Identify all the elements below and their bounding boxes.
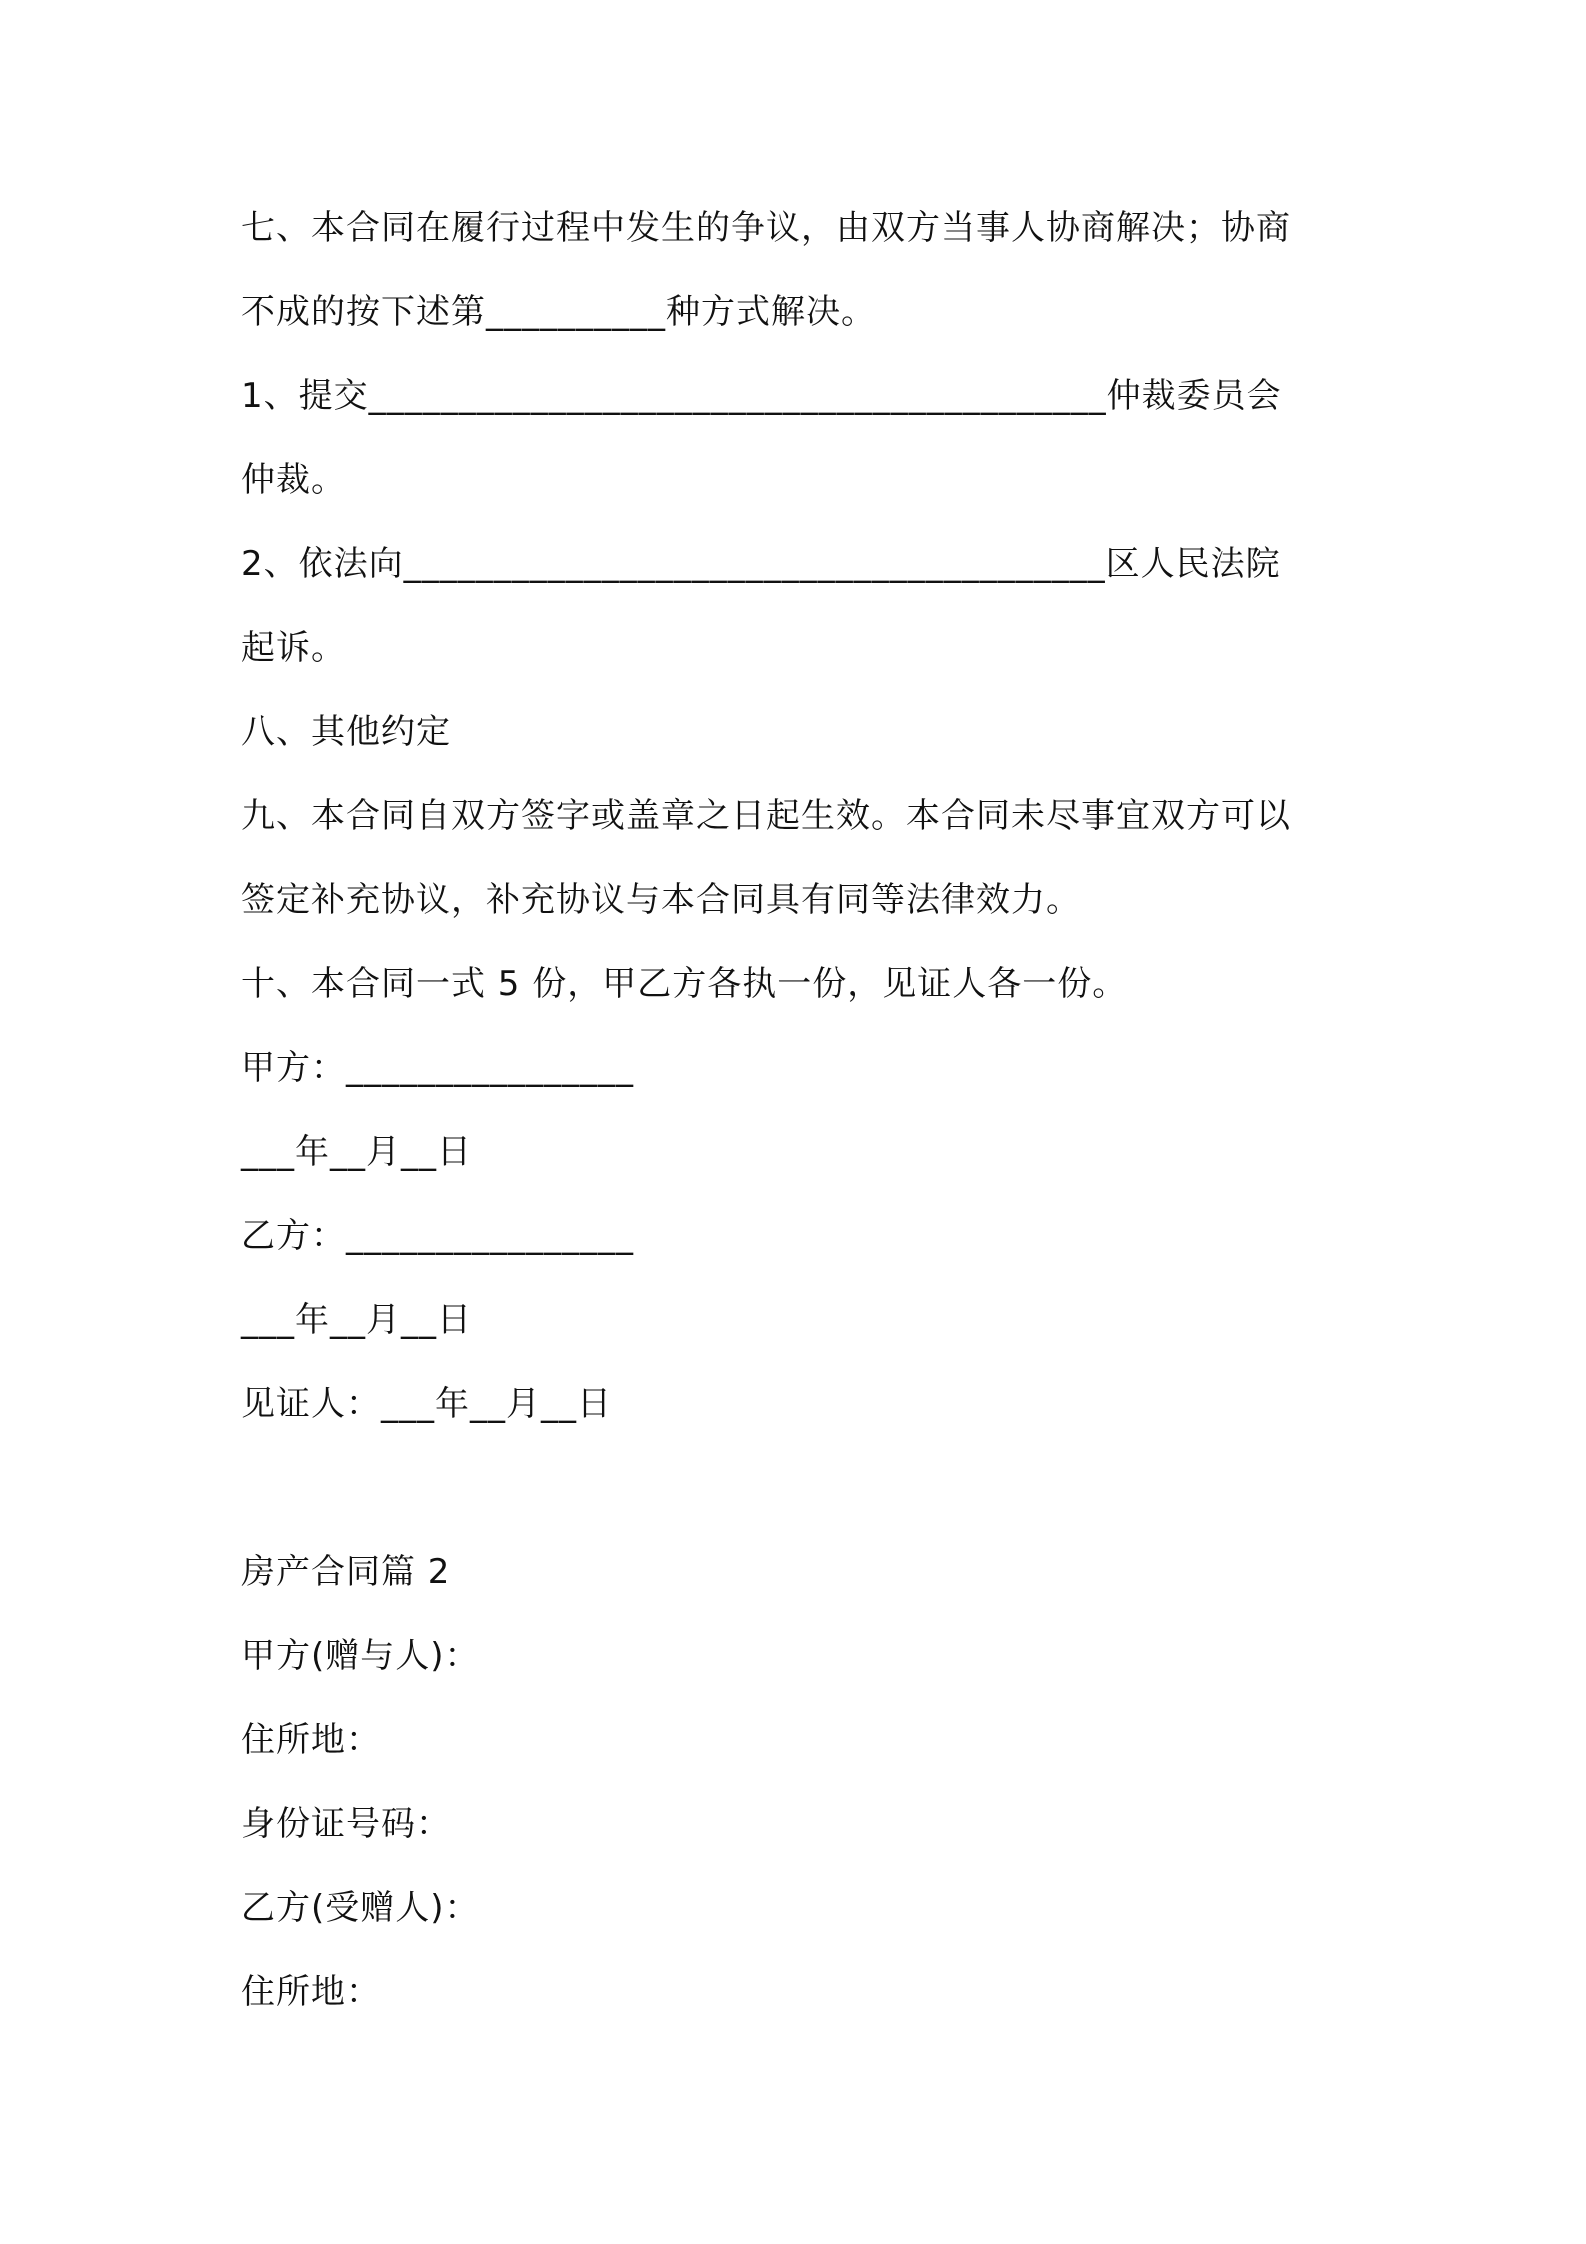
- option-2-line-1: 2、依法向_______________________________________区人民法院: [241, 544, 1281, 584]
- donor-label: 甲方(赠与人)：: [241, 1636, 480, 1676]
- party-b-date: ___年__月__日: [241, 1300, 472, 1340]
- option-1-line-1: 1、提交_________________________________________仲裁委员会: [241, 376, 1282, 416]
- party-a-signature: 甲方：________________: [241, 1048, 634, 1088]
- clause-10: 十、本合同一式 5 份，甲乙方各执一份，见证人各一份。: [241, 964, 1128, 1004]
- section-title: 房产合同篇 2: [241, 1552, 451, 1592]
- donee-address-label: 住所地：: [241, 1972, 381, 2012]
- party-b-signature: 乙方：________________: [241, 1216, 634, 1256]
- clause-9-line-1: 九、本合同自双方签字或盖章之日起生效。本合同未尽事宜双方可以: [241, 796, 1291, 836]
- party-a-date: ___年__月__日: [241, 1132, 472, 1172]
- option-1-line-2: 仲裁。: [241, 460, 346, 500]
- clause-7-line-1: 七、本合同在履行过程中发生的争议，由双方当事人协商解决；协商: [241, 208, 1291, 248]
- clause-9-line-2: 签定补充协议，补充协议与本合同具有同等法律效力。: [241, 880, 1081, 920]
- id-number-label: 身份证号码：: [241, 1804, 451, 1844]
- option-2-line-2: 起诉。: [241, 628, 346, 668]
- witness-date: 见证人：___年__月__日: [241, 1384, 612, 1424]
- clause-7-line-2: 不成的按下述第__________种方式解决。: [241, 292, 876, 332]
- donor-address-label: 住所地：: [241, 1720, 381, 1760]
- clause-8: 八、其他约定: [241, 712, 451, 752]
- donee-label: 乙方(受赠人)：: [241, 1888, 480, 1928]
